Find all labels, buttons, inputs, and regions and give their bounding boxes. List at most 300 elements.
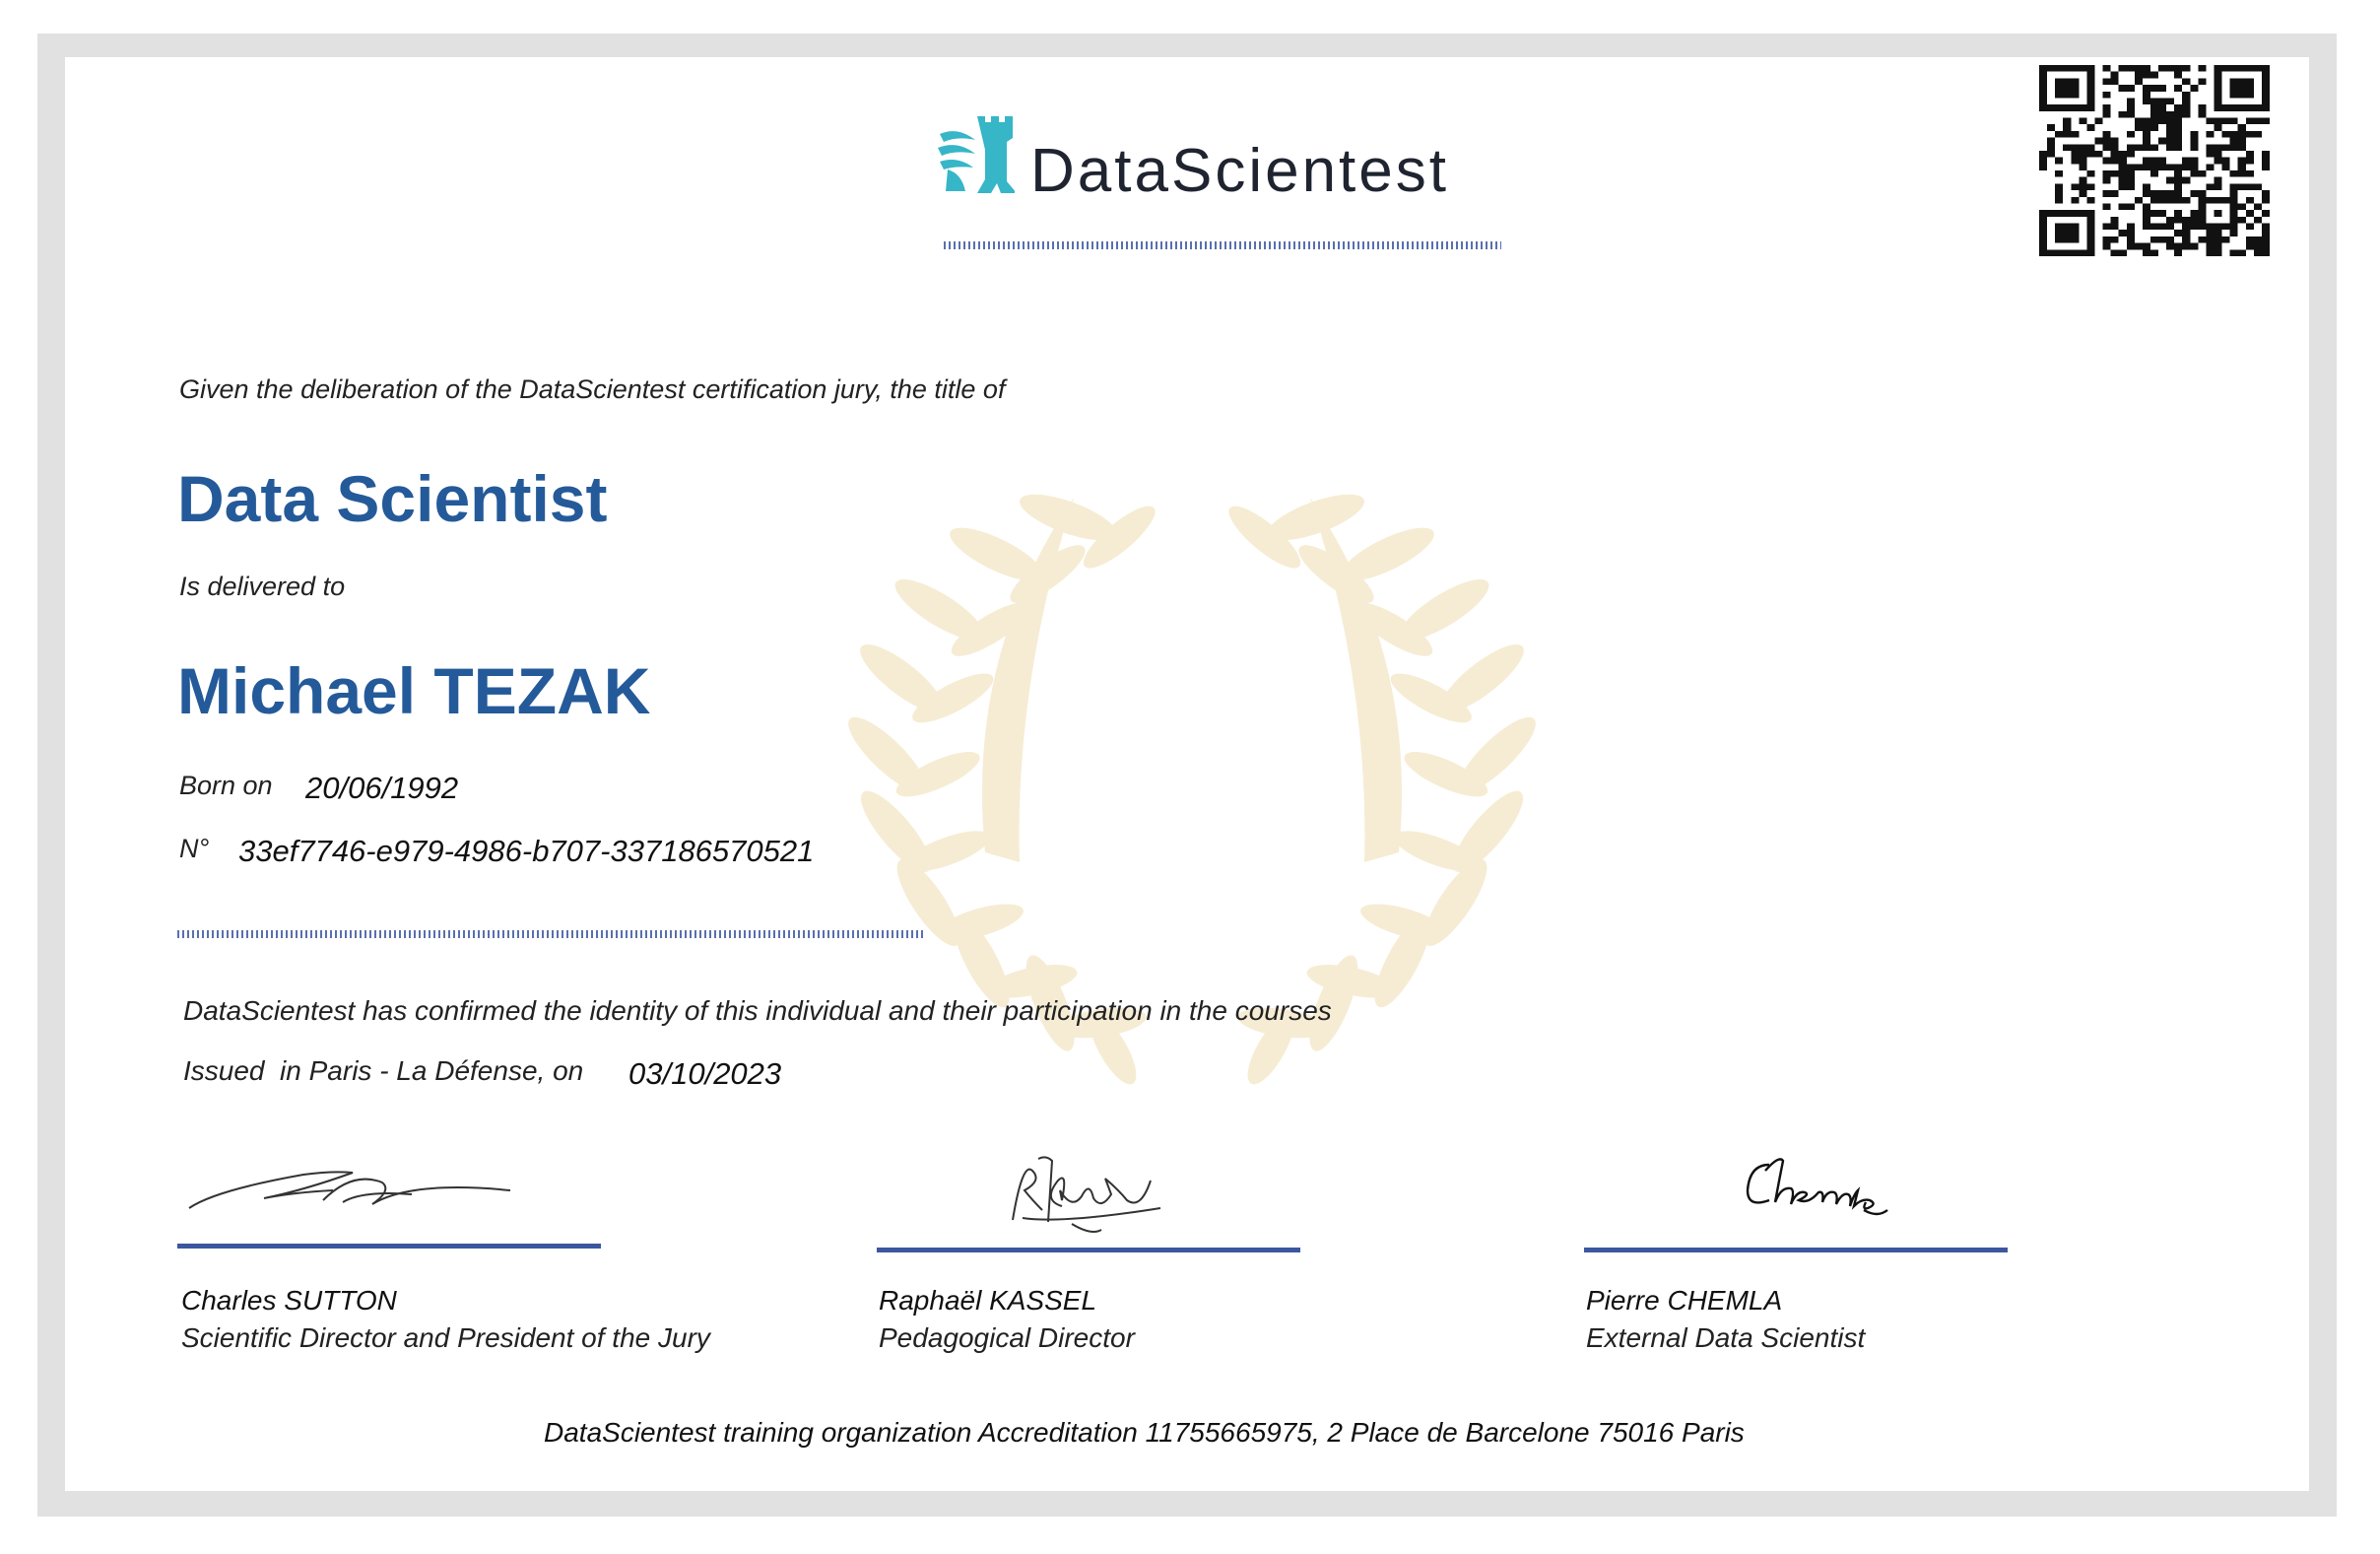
qr-module [2150, 190, 2158, 197]
qr-module [2238, 138, 2246, 145]
qr-module [2246, 183, 2254, 190]
header-dotted-rule [944, 241, 1501, 249]
laurel-wreath-watermark [818, 439, 1566, 1089]
qr-module [2230, 230, 2238, 236]
qr-module [2158, 98, 2166, 104]
qr-module [2111, 236, 2119, 243]
qr-module [2206, 118, 2214, 125]
qr-module [2150, 210, 2158, 217]
qr-module [2190, 158, 2198, 165]
qr-module [2166, 243, 2174, 250]
qr-module [2127, 144, 2135, 151]
qr-module [2079, 158, 2086, 165]
qr-module [2166, 236, 2174, 243]
qr-module [2111, 217, 2119, 224]
qr-module [2143, 65, 2150, 72]
qr-module [2127, 111, 2135, 118]
qr-module [2119, 158, 2127, 165]
qr-module [2150, 158, 2158, 165]
qr-module [2246, 236, 2254, 243]
qr-module [2119, 164, 2127, 170]
qr-module [2135, 164, 2143, 170]
qr-module [2158, 85, 2166, 92]
qr-module [2055, 197, 2063, 204]
qr-module [2215, 230, 2222, 236]
qr-module [2143, 203, 2150, 210]
qr-module [2174, 177, 2182, 184]
qr-module [2166, 65, 2174, 72]
qr-module [2135, 243, 2143, 250]
qr-module [2182, 236, 2190, 243]
qr-module [2215, 183, 2222, 190]
qr-module [2071, 197, 2079, 204]
qr-module [2135, 72, 2143, 79]
qr-module [2238, 183, 2246, 190]
qr-module [2230, 138, 2238, 145]
qr-module [2127, 177, 2135, 184]
qr-module [2230, 249, 2238, 256]
qr-module [2166, 197, 2174, 204]
qr-module [2143, 210, 2150, 217]
qr-module [2079, 144, 2086, 151]
qr-module [2222, 158, 2230, 165]
qr-module [2055, 183, 2063, 190]
qr-module [2111, 190, 2119, 197]
signatory-name-3: Pierre CHEMLA [1586, 1285, 1783, 1316]
qr-module [2190, 85, 2198, 92]
confirmation-text: DataScientest has confirmed the identity of this individual and their participation in the courses [183, 995, 1332, 1026]
issued-label: Issued in Paris - La Défense, on [183, 1055, 584, 1086]
brand-name: DataScientest [1030, 137, 1449, 205]
qr-module [2150, 124, 2158, 131]
qr-module [2103, 190, 2111, 197]
qr-module [2135, 78, 2143, 85]
qr-module [2262, 243, 2270, 250]
qr-module [2103, 131, 2111, 138]
qr-module [2119, 111, 2127, 118]
qr-module [2230, 78, 2254, 98]
qr-module [2206, 164, 2214, 170]
qr-module [2055, 78, 2079, 98]
qr-module [2190, 131, 2198, 138]
qr-module [2119, 249, 2127, 256]
qr-module [2206, 131, 2214, 138]
qr-module [2119, 183, 2127, 190]
qr-module [2047, 151, 2055, 158]
qr-module [2111, 224, 2119, 231]
qr-module [2055, 170, 2063, 177]
qr-module [2103, 65, 2111, 72]
qr-module [2215, 151, 2222, 158]
qr-module [2127, 230, 2135, 236]
qr-module [2143, 138, 2150, 145]
qr-module [2086, 151, 2094, 158]
qr-module [2166, 164, 2174, 170]
qr-module [2127, 85, 2135, 92]
qr-module [2055, 190, 2063, 197]
qr-module [2158, 210, 2166, 217]
qr-module [2222, 131, 2230, 138]
qr-module [2071, 131, 2079, 138]
qr-module [2158, 158, 2166, 165]
qr-module [2150, 249, 2158, 256]
qr-module [2174, 243, 2182, 250]
qr-module [2262, 118, 2270, 125]
qr-module [2262, 210, 2270, 217]
qr-module [2158, 224, 2166, 231]
qr-module [2190, 144, 2198, 151]
qr-module [2103, 92, 2111, 99]
qr-module [2174, 164, 2182, 170]
qr-module [2246, 158, 2254, 165]
qr-module [2262, 197, 2270, 204]
qr-module [2206, 236, 2214, 243]
qr-module [2127, 203, 2135, 210]
qr-module [2254, 131, 2262, 138]
qr-module [2119, 85, 2127, 92]
qr-module [2039, 151, 2047, 158]
qr-module [2230, 170, 2238, 177]
qr-module [2230, 131, 2238, 138]
qr-module [2143, 124, 2150, 131]
qr-module [2254, 236, 2262, 243]
qr-module [2174, 104, 2182, 111]
qr-module [2127, 183, 2135, 190]
qr-module [2086, 197, 2094, 204]
qr-module [2166, 144, 2174, 151]
qr-module [2158, 197, 2166, 204]
qr-module [2086, 144, 2094, 151]
qr-module [2206, 230, 2214, 236]
qr-module [2246, 210, 2254, 217]
qr-module [2047, 138, 2055, 145]
qr-module [2230, 183, 2238, 190]
issued-date: 03/10/2023 [628, 1056, 782, 1091]
qr-module [2103, 170, 2111, 177]
qr-module [2215, 118, 2222, 125]
qr-module [2103, 78, 2111, 85]
qr-module [2166, 111, 2174, 118]
qr-module [2103, 104, 2111, 111]
signatory-role-2: Pedagogical Director [879, 1322, 1135, 1353]
signatory-role-3: External Data Scientist [1586, 1322, 1866, 1353]
qr-module [2262, 230, 2270, 236]
qr-module [2182, 98, 2190, 104]
qr-module [2246, 118, 2254, 125]
qr-module [2143, 249, 2150, 256]
qr-module [2246, 131, 2254, 138]
qr-module [2174, 230, 2182, 236]
qr-module [2143, 158, 2150, 165]
qr-module [2166, 190, 2174, 197]
middle-dotted-rule [177, 930, 924, 938]
qr-module [2039, 164, 2047, 170]
qr-module [2127, 131, 2135, 138]
certificate-title: Data Scientist [177, 462, 608, 535]
qr-module [2198, 190, 2206, 197]
qr-module [2063, 144, 2071, 151]
qr-module [2103, 236, 2111, 243]
qr-module [2143, 131, 2150, 138]
born-label: Born on [179, 771, 273, 800]
qr-module [2246, 243, 2254, 250]
qr-module [2103, 138, 2111, 145]
qr-module [2206, 243, 2214, 250]
qr-module [2206, 249, 2214, 256]
qr-module [2111, 151, 2119, 158]
qr-module [2127, 224, 2135, 231]
qr-module [2215, 236, 2222, 243]
qr-module [2086, 170, 2094, 177]
qr-module [2079, 151, 2086, 158]
qr-module [2254, 118, 2262, 125]
qr-module [2215, 210, 2222, 217]
qr-module [2063, 124, 2071, 131]
qr-module [2158, 111, 2166, 118]
signature-line-3 [1584, 1248, 2008, 1252]
qr-module [2230, 144, 2238, 151]
qr-module [2150, 98, 2158, 104]
qr-module [2174, 138, 2182, 145]
qr-module [2150, 85, 2158, 92]
qr-module [2127, 104, 2135, 111]
qr-module [2135, 144, 2143, 151]
qr-module [2174, 118, 2182, 125]
recipient-name: Michael TEZAK [177, 654, 651, 727]
qr-module [2071, 158, 2079, 165]
qr-module [2047, 144, 2055, 151]
qr-module [2174, 217, 2182, 224]
qr-module [2135, 124, 2143, 131]
qr-module [2174, 170, 2182, 177]
qr-module [2190, 217, 2198, 224]
qr-module [2047, 124, 2055, 131]
qr-module [2143, 72, 2150, 79]
qr-module [2166, 224, 2174, 231]
qr-module [2238, 144, 2246, 151]
qr-module [2071, 144, 2079, 151]
qr-module [2174, 144, 2182, 151]
qr-module [2222, 164, 2230, 170]
qr-module [2190, 164, 2198, 170]
qr-module [2182, 65, 2190, 72]
qr-module [2190, 138, 2198, 145]
intro-text: Given the deliberation of the DataScientest certification jury, the title of [179, 374, 1006, 404]
qr-module [2198, 104, 2206, 111]
qr-module [2150, 224, 2158, 231]
qr-module [2071, 183, 2079, 190]
qr-module [2150, 164, 2158, 170]
qr-module [2254, 243, 2262, 250]
qr-module [2063, 131, 2071, 138]
qr-module [2166, 217, 2174, 224]
qr-module [2230, 190, 2238, 197]
qr-module [2158, 138, 2166, 145]
qr-module [2206, 144, 2214, 151]
signature-pierre-chemla [1740, 1151, 1897, 1230]
qr-module [2103, 203, 2111, 210]
qr-module [2174, 183, 2182, 190]
qr-module [2182, 224, 2190, 231]
qr-module [2215, 144, 2222, 151]
born-date: 20/06/1992 [305, 771, 459, 805]
qr-module [2119, 203, 2127, 210]
qr-module [2182, 164, 2190, 170]
qr-module [2238, 158, 2246, 165]
qr-module [2174, 197, 2182, 204]
qr-module [2119, 65, 2127, 72]
qr-module [2174, 249, 2182, 256]
qr-module [2143, 98, 2150, 104]
number-label: N° [179, 834, 210, 863]
qr-module [2190, 210, 2198, 217]
qr-module [2246, 197, 2254, 204]
qr-module [2166, 124, 2174, 131]
qr-module [2262, 224, 2270, 231]
qr-module [2079, 118, 2086, 125]
qr-module [2103, 144, 2111, 151]
qr-module [2174, 131, 2182, 138]
qr-module [2182, 104, 2190, 111]
qr-module [2119, 177, 2127, 184]
qr-module [2182, 92, 2190, 99]
qr-module [2127, 164, 2135, 170]
qr-module [2127, 243, 2135, 250]
qr-module [2111, 144, 2119, 151]
qr-module [2182, 78, 2190, 85]
qr-module [2215, 158, 2222, 165]
qr-module [2143, 164, 2150, 170]
qr-module [2111, 72, 2119, 79]
qr-module [2103, 243, 2111, 250]
qr-module [2055, 158, 2063, 165]
qr-module [2222, 144, 2230, 151]
qr-module [2103, 177, 2111, 184]
signature-raphael-kassel [1003, 1151, 1180, 1240]
qr-module [2198, 78, 2206, 85]
certificate-number: 33ef7746-e979-4986-b707-337186570521 [238, 834, 815, 868]
qr-module [2127, 65, 2135, 72]
qr-module [2166, 118, 2174, 125]
qr-module [2111, 158, 2119, 165]
qr-module [2055, 224, 2079, 243]
qr-module [2119, 151, 2127, 158]
qr-module [2238, 131, 2246, 138]
qr-module [2143, 190, 2150, 197]
qr-module [2103, 158, 2111, 165]
qr-module [2071, 151, 2079, 158]
qr-module [2238, 170, 2246, 177]
footer-accreditation: DataScientest training organization Accreditation 11755665975, 2 Place de Barcelone 75016 Paris [544, 1417, 1745, 1448]
qr-module [2262, 190, 2270, 197]
qr-module [2238, 124, 2246, 131]
qr-module [2111, 78, 2119, 85]
qr-module [2262, 151, 2270, 158]
qr-module [2158, 236, 2166, 243]
qr-module [2166, 98, 2174, 104]
qr-module [2262, 164, 2270, 170]
qr-module [2246, 151, 2254, 158]
qr-module [2182, 158, 2190, 165]
qr-module [2086, 124, 2094, 131]
qr-module [2182, 111, 2190, 118]
signatory-name-1: Charles SUTTON [181, 1285, 397, 1316]
qr-module [2143, 217, 2150, 224]
qr-module [2127, 170, 2135, 177]
qr-module [2238, 203, 2246, 210]
qr-module [2262, 249, 2270, 256]
qr-module [2079, 164, 2086, 170]
qr-module [2094, 118, 2102, 125]
qr-code-icon [2039, 65, 2270, 256]
qr-module [2174, 190, 2182, 197]
qr-module [2039, 158, 2047, 165]
qr-module [2150, 104, 2158, 111]
qr-module [2158, 190, 2166, 197]
qr-module [2198, 236, 2206, 243]
qr-module [2150, 111, 2158, 118]
qr-module [2111, 170, 2119, 177]
qr-module [2174, 72, 2182, 79]
qr-module [2182, 230, 2190, 236]
qr-module [2230, 118, 2238, 125]
qr-module [2158, 104, 2166, 111]
qr-module [2254, 249, 2262, 256]
qr-module [2150, 118, 2158, 125]
qr-module [2143, 92, 2150, 99]
qr-module [2111, 249, 2119, 256]
qr-module [2238, 217, 2246, 224]
qr-module [2166, 177, 2174, 184]
qr-module [2174, 111, 2182, 118]
qr-module [2190, 170, 2198, 177]
datascientest-griffin-logo [938, 110, 1015, 197]
qr-module [2215, 177, 2222, 184]
qr-module [2094, 138, 2102, 145]
qr-module [2135, 65, 2143, 72]
qr-module [2150, 170, 2158, 177]
qr-module [2198, 170, 2206, 177]
qr-module [2079, 190, 2086, 197]
qr-module [2094, 151, 2102, 158]
qr-module [2246, 224, 2254, 231]
qr-module [2222, 118, 2230, 125]
qr-module [2143, 144, 2150, 151]
signatory-role-1: Scientific Director and President of the Jury [181, 1322, 710, 1353]
qr-module [2086, 183, 2094, 190]
qr-module [2215, 243, 2222, 250]
qr-module [2182, 177, 2190, 184]
qr-module [2119, 230, 2127, 236]
qr-module [2119, 170, 2127, 177]
qr-module [2158, 65, 2166, 72]
qr-module [2158, 118, 2166, 125]
delivered-label: Is delivered to [179, 572, 346, 601]
qr-module [2150, 144, 2158, 151]
qr-module [2103, 111, 2111, 118]
qr-module [2150, 197, 2158, 204]
qr-module [2135, 197, 2143, 204]
signatory-name-2: Raphaël KASSEL [879, 1285, 1097, 1316]
qr-module [2103, 224, 2111, 231]
qr-module [2190, 224, 2198, 231]
qr-module [2206, 151, 2214, 158]
qr-module [2174, 124, 2182, 131]
qr-module [2254, 183, 2262, 190]
qr-module [2198, 65, 2206, 72]
qr-module [2174, 85, 2182, 92]
qr-module [2135, 118, 2143, 125]
